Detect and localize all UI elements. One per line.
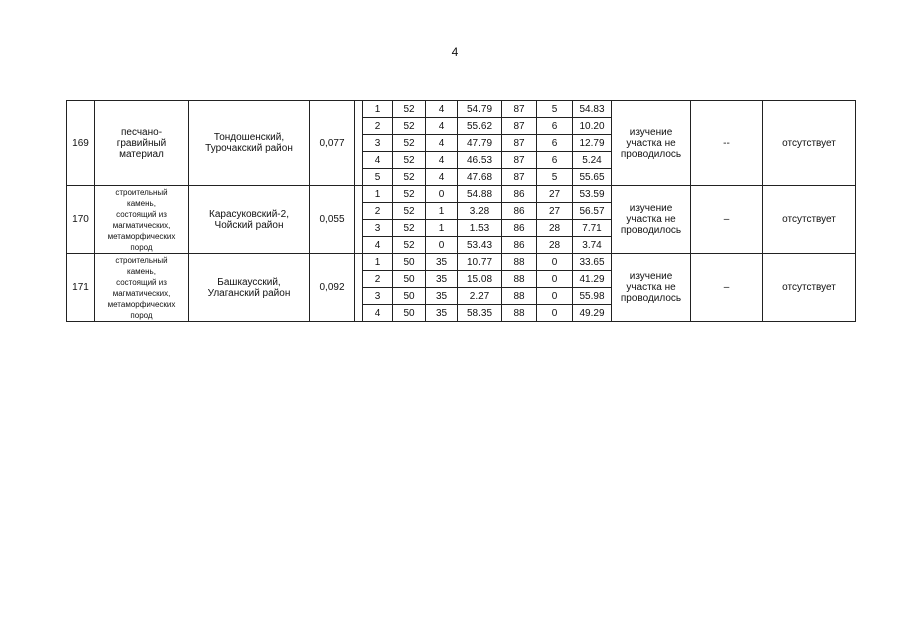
mineral-type: песчано- гравийный материал [95,101,189,186]
coordinate-value: 87 [502,152,537,169]
deposit-number: 169 [67,101,95,186]
deposit-location: Тондошенский, Турочакский район [189,101,310,186]
deposit-number: 171 [67,254,95,322]
coordinate-value: 54.79 [458,101,502,118]
coordinate-value: 49.29 [573,305,612,322]
study-status: изучение участка не проводилось [612,254,691,322]
license-status: отсутствует [763,186,856,254]
coordinate-value: 4 [426,101,458,118]
deposit-area: 0,077 [310,101,355,186]
point-number: 4 [363,305,393,322]
point-number: 4 [363,152,393,169]
deposit-registry-table [66,100,856,322]
coordinate-value: 0 [426,237,458,254]
coordinate-value: 1 [426,220,458,237]
resources-value: -- [691,101,763,186]
coordinate-value: 4 [426,152,458,169]
coordinate-value: 52 [393,203,426,220]
coordinate-value: 87 [502,169,537,186]
coordinate-value: 52 [393,101,426,118]
coordinate-value: 58.35 [458,305,502,322]
coordinate-value: 0 [537,271,573,288]
coordinate-value: 3.28 [458,203,502,220]
point-number: 3 [363,220,393,237]
coordinate-value: 53.59 [573,186,612,203]
coordinate-value: 35 [426,254,458,271]
coordinate-value: 52 [393,186,426,203]
coordinate-value: 87 [502,135,537,152]
coordinate-value: 88 [502,305,537,322]
coordinate-value: 88 [502,254,537,271]
coordinate-value: 50 [393,305,426,322]
coordinate-value: 46.53 [458,152,502,169]
coordinate-value: 0 [537,305,573,322]
coordinate-value: 15.08 [458,271,502,288]
point-number: 3 [363,288,393,305]
coordinate-value: 86 [502,237,537,254]
coordinate-value: 56.57 [573,203,612,220]
table-row [67,254,856,271]
coordinate-value: 87 [502,101,537,118]
coordinate-value: 3.74 [573,237,612,254]
coordinate-value: 6 [537,152,573,169]
point-number: 5 [363,169,393,186]
point-number: 1 [363,101,393,118]
study-status: изучение участка не проводилось [612,101,691,186]
coordinate-value: 88 [502,288,537,305]
coordinate-value: 86 [502,220,537,237]
resources-value: – [691,254,763,322]
coordinate-value: 50 [393,254,426,271]
coordinate-value: 28 [537,220,573,237]
coordinate-value: 53.43 [458,237,502,254]
column-spacer [355,254,363,322]
study-status: изучение участка не проводилось [612,186,691,254]
coordinate-value: 0 [537,288,573,305]
coordinate-value: 4 [426,135,458,152]
coordinate-value: 2.27 [458,288,502,305]
license-status: отсутствует [763,254,856,322]
mineral-type: строительный камень, состоящий из магматических, метаморфических пород [95,186,189,254]
coordinate-value: 52 [393,135,426,152]
coordinate-value: 47.68 [458,169,502,186]
mineral-type: строительный камень, состоящий из магматических, метаморфических пород [95,254,189,322]
coordinate-value: 52 [393,152,426,169]
coordinate-value: 0 [426,186,458,203]
coordinate-value: 47.79 [458,135,502,152]
coordinate-value: 0 [537,254,573,271]
coordinate-value: 52 [393,118,426,135]
coordinate-value: 27 [537,186,573,203]
page-number: 4 [451,45,459,59]
coordinate-value: 55.65 [573,169,612,186]
coordinate-value: 52 [393,237,426,254]
coordinate-value: 54.88 [458,186,502,203]
column-spacer [355,101,363,186]
coordinate-value: 6 [537,118,573,135]
coordinate-value: 5 [537,101,573,118]
coordinate-value: 28 [537,237,573,254]
coordinate-value: 41.29 [573,271,612,288]
deposit-location: Башкаусский, Улаганский район [189,254,310,322]
coordinate-value: 86 [502,186,537,203]
coordinate-value: 5 [537,169,573,186]
coordinate-value: 6 [537,135,573,152]
coordinate-value: 88 [502,271,537,288]
coordinate-value: 50 [393,271,426,288]
coordinate-value: 27 [537,203,573,220]
coordinate-value: 7.71 [573,220,612,237]
point-number: 2 [363,271,393,288]
coordinate-value: 86 [502,203,537,220]
coordinate-value: 10.20 [573,118,612,135]
coordinate-value: 33.65 [573,254,612,271]
coordinate-value: 35 [426,271,458,288]
table-row [67,186,856,203]
coordinate-value: 1.53 [458,220,502,237]
coordinate-value: 35 [426,305,458,322]
coordinate-value: 4 [426,169,458,186]
deposit-number: 170 [67,186,95,254]
coordinate-value: 55.62 [458,118,502,135]
point-number: 1 [363,186,393,203]
point-number: 2 [363,118,393,135]
resources-value: – [691,186,763,254]
column-spacer [355,186,363,254]
deposit-area: 0,055 [310,186,355,254]
deposit-location: Карасуковский-2, Чойский район [189,186,310,254]
coordinate-value: 35 [426,288,458,305]
coordinate-value: 87 [502,118,537,135]
deposit-area: 0,092 [310,254,355,322]
coordinate-value: 55.98 [573,288,612,305]
coordinate-value: 52 [393,220,426,237]
license-status: отсутствует [763,101,856,186]
table-row [67,101,856,118]
point-number: 3 [363,135,393,152]
coordinate-value: 12.79 [573,135,612,152]
coordinate-value: 10.77 [458,254,502,271]
coordinate-value: 5.24 [573,152,612,169]
point-number: 4 [363,237,393,254]
point-number: 2 [363,203,393,220]
coordinate-value: 4 [426,118,458,135]
coordinate-value: 1 [426,203,458,220]
coordinate-value: 50 [393,288,426,305]
coordinate-value: 54.83 [573,101,612,118]
coordinate-value: 52 [393,169,426,186]
point-number: 1 [363,254,393,271]
